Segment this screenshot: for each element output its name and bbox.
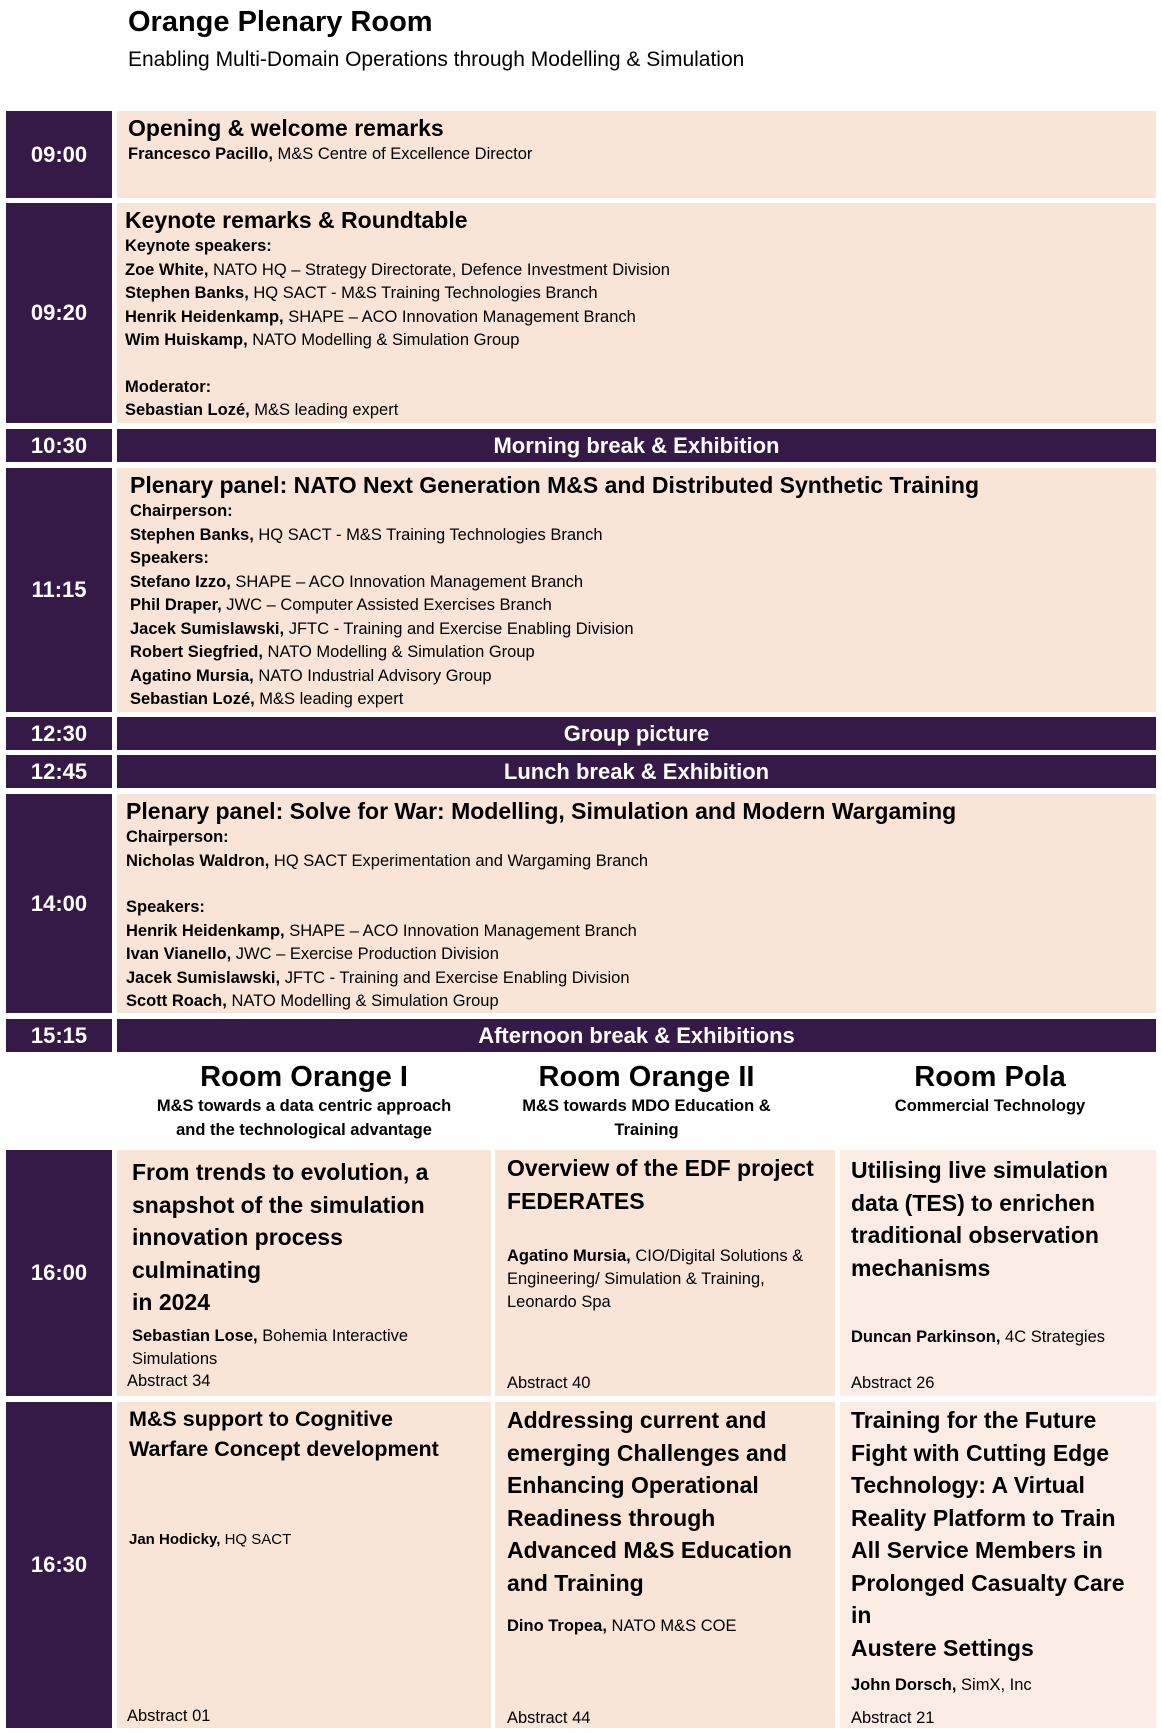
chair-line: Nicholas Waldron, HQ SACT Experimentation and Wargaming Branch [126, 851, 649, 870]
break-band: Afternoon break & Exhibitions [117, 1019, 1156, 1052]
session-keynote [117, 203, 1156, 423]
talk-card [840, 1150, 1156, 1396]
moderator-line: Sebastian Lozé, M&S leading expert [125, 401, 399, 419]
time-slot: 09:00 [6, 111, 112, 198]
room-header-orange-1: Room Orange I M&S towards a data centric approach and the technological advantage [156, 1061, 452, 1139]
speaker-line: Stefano Izzo, SHAPE – ACO Innovation Management Branch [130, 572, 584, 591]
time-slot: 11:15 [6, 468, 112, 712]
time-slot: 14:00 [6, 794, 112, 1013]
break-band: Lunch break & Exhibition [117, 755, 1156, 788]
page-title: Orange Plenary Room [128, 6, 433, 38]
time-slot: 16:30 [6, 1402, 112, 1728]
abstract-ref: Abstract 44 [507, 1709, 591, 1727]
talk-speaker: Sebastian Lose, Bohemia Interactive Simulations [132, 1326, 409, 1368]
talk-title: Utilising live simulation data (TES) to enrichen traditional observation mechanisms [851, 1157, 1108, 1281]
speakers-label: Speakers: [126, 898, 205, 916]
talk-card [495, 1150, 835, 1396]
talk-title: M&S support to Cognitive Warfare Concept development [129, 1407, 439, 1461]
speaker-line: Ivan Vianello, JWC – Exercise Production Division [126, 945, 499, 963]
session-plenary-dst [117, 468, 1156, 712]
talk-title: Training for the Future Fight with Cutting Edge Technology: A Virtual Reality Platform to Train All Service Members in Prolonged Casualty Care in Austere Settings [851, 1407, 1125, 1661]
session-opening [117, 111, 1156, 198]
talk-speaker: John Dorsch, SimX, Inc [851, 1676, 1032, 1694]
page-subtitle: Enabling Multi-Domain Operations through Modelling & Simulation [128, 48, 745, 71]
chair-label: Chairperson: [126, 828, 229, 846]
talk-card [117, 1150, 491, 1396]
time-slot: 10:30 [6, 429, 112, 462]
break-band: Morning break & Exhibition [117, 429, 1156, 462]
talk-title: Addressing current and emerging Challenges and Enhancing Operational Readiness through Advanced M&S Education and Training [507, 1407, 792, 1596]
time-slot: 09:20 [6, 203, 112, 423]
talk-title: From trends to evolution, a snapshot of the simulation innovation process culminating in 2024 [132, 1159, 429, 1315]
abstract-ref: Abstract 40 [507, 1374, 591, 1392]
abstract-ref: Abstract 01 [127, 1707, 211, 1725]
time-slot: 15:15 [6, 1019, 112, 1052]
speaker-line: Henrik Heidenkamp, SHAPE – ACO Innovation Management Branch [125, 307, 636, 326]
talk-card [495, 1402, 835, 1728]
session-title: Keynote remarks & Roundtable [125, 207, 468, 233]
time-slot: 12:30 [6, 717, 112, 750]
speaker-line: Jacek Sumislawski, JFTC - Training and Exercise Enabling Division [130, 619, 634, 638]
speaker-role: M&S Centre of Excellence Director [272, 145, 533, 163]
speaker-line: Jacek Sumislawski, JFTC - Training and Exercise Enabling Division [126, 968, 630, 987]
abstract-ref: Abstract 34 [127, 1372, 211, 1390]
speaker-name: Francesco Pacillo, [128, 145, 273, 163]
speakers-label: Speakers: [130, 549, 209, 567]
abstract-ref: Abstract 26 [851, 1374, 935, 1392]
talk-speaker: Dino Tropea, NATO M&S COE [507, 1617, 737, 1635]
speaker-line: Scott Roach, NATO Modelling & Simulation Group [126, 992, 499, 1010]
speaker-line: Zoe White, NATO HQ – Strategy Directorate, Defence Investment Division [125, 260, 670, 279]
session-plenary-war [117, 794, 1156, 1013]
moderator-label: Moderator: [125, 377, 212, 396]
talk-title: Overview of the EDF project FEDERATES [507, 1155, 814, 1214]
room-header-orange-2: Room Orange II M&S towards MDO Education & Training [522, 1061, 771, 1139]
talk-card [117, 1402, 491, 1728]
talk-card [840, 1402, 1156, 1728]
speaker-line: Stephen Banks, HQ SACT - M&S Training Technologies Branch [125, 284, 598, 302]
talk-speaker: Jan Hodicky, HQ SACT [129, 1531, 292, 1548]
talk-speaker: Duncan Parkinson, 4C Strategies [851, 1328, 1106, 1346]
session-title: Plenary panel: NATO Next Generation M&S and Distributed Synthetic Training [130, 472, 980, 498]
chair-line: Stephen Banks, HQ SACT - M&S Training Technologies Branch [130, 525, 603, 544]
room-header-pola: Room Pola Commercial Technology [894, 1061, 1086, 1115]
speaker-line: Sebastian Lozé, M&S leading expert [130, 690, 404, 708]
abstract-ref: Abstract 21 [851, 1709, 935, 1727]
session-title: Plenary panel: Solve for War: Modelling, Simulation and Modern Wargaming [126, 798, 957, 824]
chair-label: Chairperson: [130, 502, 233, 520]
session-title: Opening & welcome remarks [128, 115, 444, 141]
speaker-line: Wim Huiskamp, NATO Modelling & Simulation Group [125, 331, 520, 349]
speaker-line: Robert Siegfried, NATO Modelling & Simulation Group [130, 643, 535, 661]
speaker-line: Henrik Heidenkamp, SHAPE – ACO Innovation Management Branch [126, 921, 637, 940]
speaker-line: Phil Draper, JWC – Computer Assisted Exercises Branch [130, 596, 552, 614]
keynote-label: Keynote speakers: [125, 237, 272, 255]
time-slot: 16:00 [6, 1150, 112, 1396]
talk-speaker: Agatino Mursia, CIO/Digital Solutions & Engineering/ Simulation & Training, Leonardo Spa [507, 1247, 804, 1311]
break-band: Group picture [117, 717, 1156, 750]
time-slot: 12:45 [6, 755, 112, 788]
speaker-line [128, 143, 1145, 167]
speaker-line: Agatino Mursia, NATO Industrial Advisory Group [130, 666, 492, 685]
